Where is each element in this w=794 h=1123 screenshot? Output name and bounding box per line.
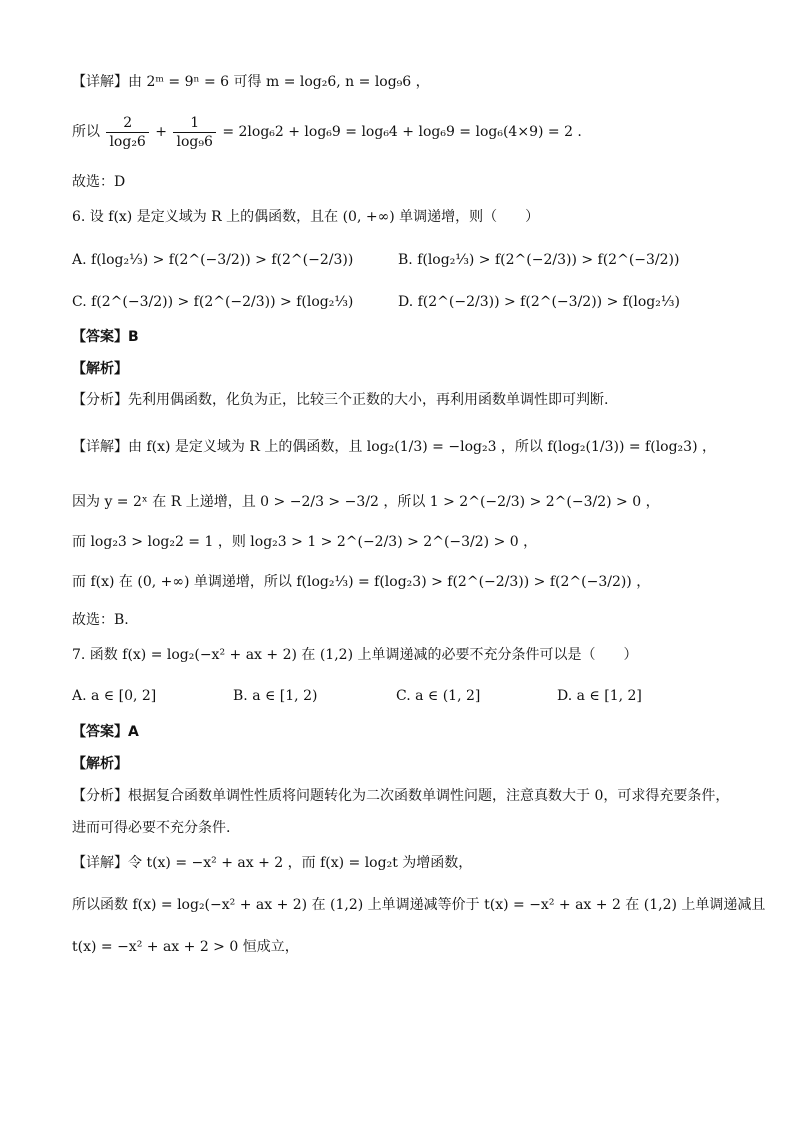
q6-option-b: B. f(log₂⅓) > f(2^(−2/3)) > f(2^(−3/2))	[398, 252, 680, 268]
detail-line-1: 【详解】由 2ᵐ = 9ⁿ = 6 可得 m = log₂6, n = log₉6 ，	[72, 74, 430, 90]
q7-option-c: C. a ∈ (1, 2]	[396, 688, 481, 704]
plus-sign: +	[155, 124, 168, 140]
question-6: 6. 设 f(x) 是定义域为 R 上的偶函数，且在 (0, +∞) 单调递增，则（ ）	[72, 209, 540, 225]
q7-detail-1: 【详解】令 t(x) = −x² + ax + 2 ，而 f(x) = log₂t 为增函数，	[72, 855, 473, 871]
q6-option-d: D. f(2^(−2/3)) > f(2^(−3/2)) > f(log₂⅓)	[398, 294, 680, 310]
choose-d-line: 故选：D	[72, 174, 126, 190]
fraction-1-numerator: 2	[106, 114, 148, 133]
q6-choose-b: 故选：B.	[72, 612, 129, 628]
q6-detail-2: 因为 y = 2ˣ 在 R 上递增，且 0 > −2/3 > −3/2 ，所以 1 > 2^(−2/3) > 2^(−3/2) > 0 ，	[72, 494, 660, 510]
q7-detail-2: 所以函数 f(x) = log₂(−x² + ax + 2) 在 (1,2) 上单调递减等价于 t(x) = −x² + ax + 2 在 (1,2) 上单调递减且	[72, 897, 766, 913]
detail-line-2	[72, 112, 582, 152]
q6-detail-1: 【详解】由 f(x) 是定义域为 R 上的偶函数，且 log₂(1/3) = −log₂3 ，所以 f(log₂(1/3)) = f(log₂3) ，	[72, 439, 716, 455]
q7-jiexi: 【解析】	[72, 756, 128, 772]
q6-option-c: C. f(2^(−3/2)) > f(2^(−2/3)) > f(log₂⅓)	[72, 294, 354, 310]
q6-detail-4: 而 f(x) 在 (0, +∞) 单调递增，所以 f(log₂⅓) = f(log₂3) > f(2^(−2/3)) > f(2^(−3/2)) ，	[72, 574, 651, 590]
q6-analysis: 【分析】先利用偶函数，化负为正，比较三个正数的大小，再利用函数单调性即可判断.	[72, 392, 609, 408]
q6-detail-3: 而 log₂3 > log₂2 = 1 ，则 log₂3 > 1 > 2^(−2/3) > 2^(−3/2) > 0 ，	[72, 534, 538, 550]
fraction-2-numerator: 1	[173, 114, 215, 133]
detail-line-2-rest: = 2log₆2 + log₆9 = log₆4 + log₆9 = log₆(4×9) = 2 .	[222, 124, 582, 140]
q7-detail-3: t(x) = −x² + ax + 2 > 0 恒成立，	[72, 939, 299, 955]
q6-jiexi: 【解析】	[72, 361, 128, 377]
question-7: 7. 函数 f(x) = log₂(−x² + ax + 2) 在 (1,2) 上单调递减的必要不充分条件可以是（ ）	[72, 647, 638, 663]
detail-line-2-prefix: 所以	[72, 124, 100, 140]
q7-analysis-1: 【分析】根据复合函数单调性性质将问题转化为二次函数单调性问题，注意真数大于 0，可求得充要条件，	[72, 788, 730, 804]
fraction-2-denominator: log₉6	[176, 133, 213, 150]
fraction-1	[106, 114, 148, 151]
fraction-2	[173, 114, 215, 151]
fraction-1-denominator: log₂6	[109, 133, 146, 150]
q7-option-a: A. a ∈ [0, 2]	[72, 688, 157, 704]
q7-answer: 【答案】A	[72, 724, 139, 740]
q7-option-b: B. a ∈ [1, 2)	[233, 688, 318, 704]
q7-analysis-2: 进而可得必要不充分条件.	[72, 820, 231, 836]
q6-answer: 【答案】B	[72, 329, 139, 345]
q7-option-d: D. a ∈ [1, 2]	[557, 688, 642, 704]
q6-option-a: A. f(log₂⅓) > f(2^(−3/2)) > f(2^(−2/3))	[72, 252, 354, 268]
